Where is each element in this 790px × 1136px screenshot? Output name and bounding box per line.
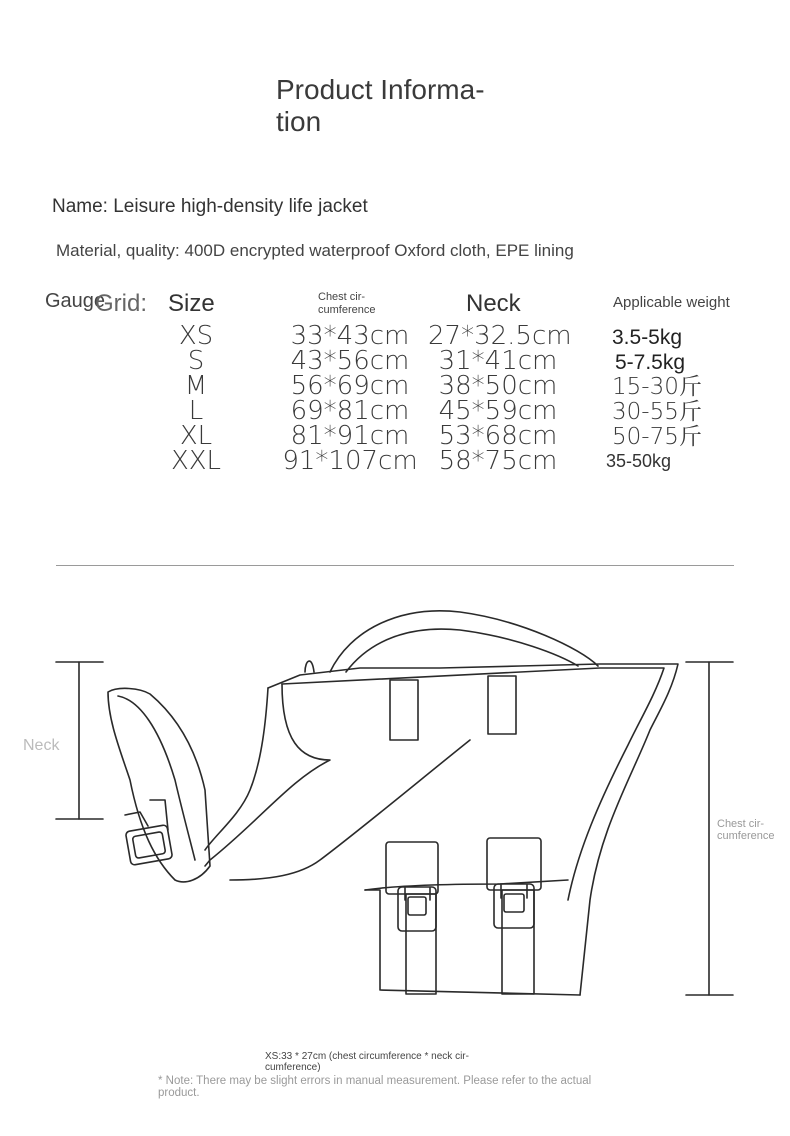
table-cell-weight: 35-50kg [606, 451, 672, 471]
measurement-footnote: * Note: There may be slight errors in manual measurement. Please refer to the actual product. [158, 1075, 592, 1099]
table-cell-size: XXL [170, 446, 222, 476]
diagram-neck-label: Neck [23, 737, 60, 754]
table-cell-chest: 56*69cm [290, 371, 410, 401]
table-cell-chest: 43*56cm [290, 346, 410, 376]
header-size: Size [168, 290, 215, 317]
table-cell-chest: 69*81cm [290, 396, 410, 426]
table-cell-weight: 30-55斤 [612, 399, 702, 425]
table-cell-weight: 50-75斤 [612, 424, 702, 450]
table-cell-weight: 5-7.5kg [615, 351, 686, 374]
table-cell-size: M [184, 371, 208, 401]
product-material: Material, quality: 400D encrypted waterproof Oxford cloth, EPE lining [56, 241, 574, 260]
gauge-label: Gauge [45, 290, 106, 312]
table-cell-chest: 81*91cm [290, 421, 410, 451]
table-cell-size: XL [179, 421, 213, 451]
table-cell-neck: 58*75cm [438, 446, 558, 476]
neck-dimension-marker [56, 662, 103, 819]
header-neck: Neck [466, 290, 521, 317]
product-name: Name: Leisure high-density life jacket [52, 196, 368, 217]
page-title: Product Informa- tion [276, 74, 485, 137]
header-weight: Applicable weight [613, 294, 730, 311]
table-cell-chest: 33*43cm [290, 321, 410, 351]
table-cell-chest: 91*107cm [282, 446, 418, 476]
table-cell-size: S [187, 346, 205, 376]
xs-size-note: XS:33 * 27cm (chest circumference * neck cir- cumference) [265, 1051, 469, 1073]
table-cell-neck: 53*68cm [438, 421, 558, 451]
table-cell-neck: 31*41cm [438, 346, 558, 376]
section-divider [56, 565, 734, 566]
table-cell-weight: 3.5-5kg [612, 326, 683, 349]
table-cell-size: XS [178, 321, 214, 351]
header-chest: Chest cir- cumference [318, 291, 376, 316]
table-cell-neck: 27*32.5cm [428, 321, 572, 351]
grid-label: Grid: [95, 290, 148, 317]
life-jacket-illustration [0, 600, 790, 1020]
table-cell-neck: 38*50cm [438, 371, 558, 401]
table-cell-neck: 45*59cm [438, 396, 558, 426]
table-cell-weight: 15-30斤 [612, 374, 702, 400]
diagram-chest-label: Chest cir- cumference [717, 818, 775, 842]
table-cell-size: L [188, 396, 204, 426]
